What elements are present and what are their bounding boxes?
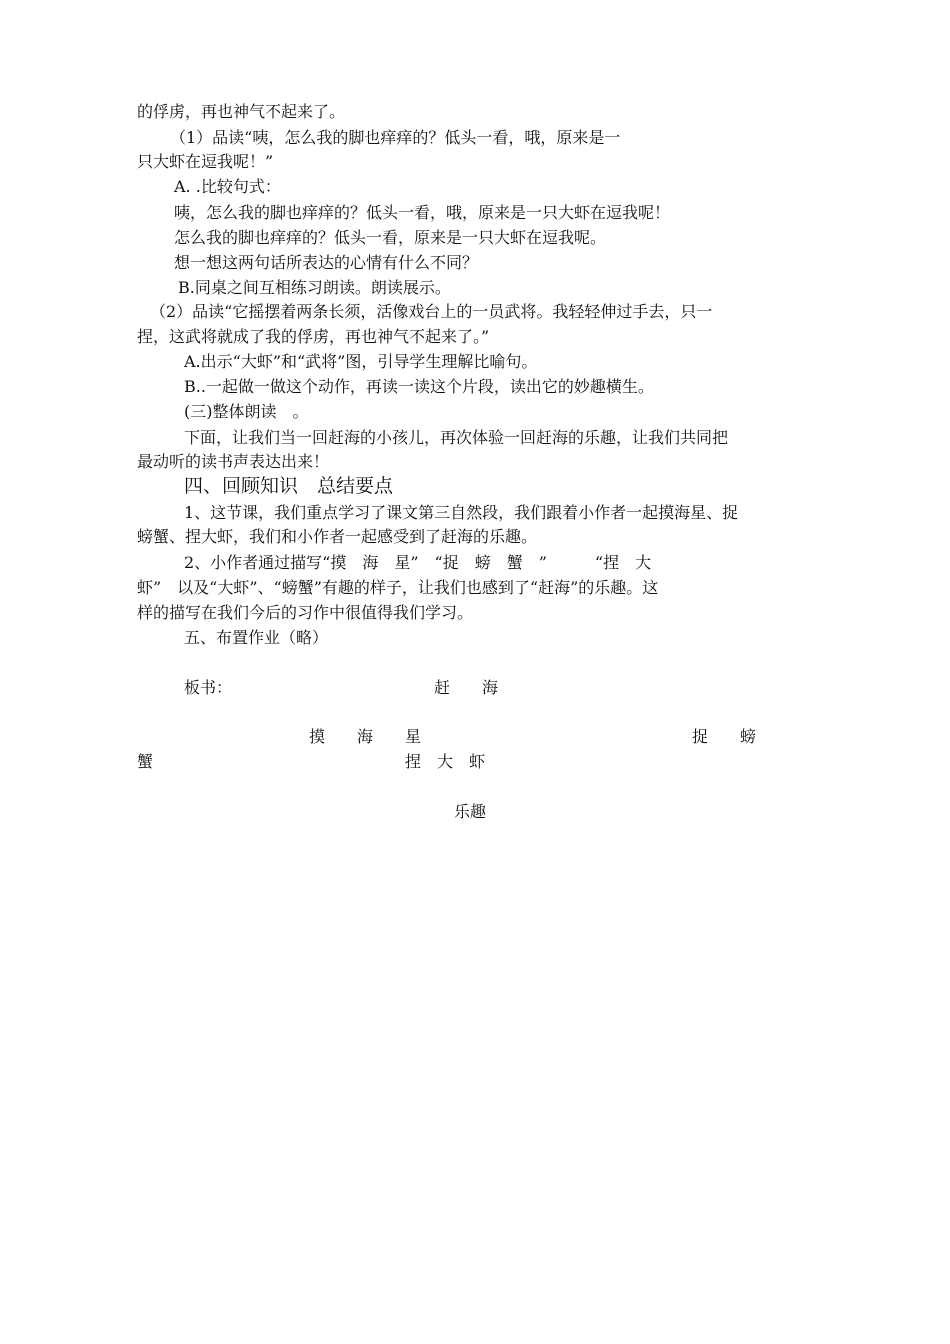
board-item: 捉 螃 xyxy=(692,727,757,746)
text-line: 咦，怎么我的脚也痒痒的？低头一看，哦，原来是一只大虾在逗我呢！ xyxy=(174,203,671,222)
text-line: A. .比较句式： xyxy=(174,177,281,196)
text-line: A.出示“大虾”和“武将”图，引导学生理解比喻句。 xyxy=(184,352,538,371)
board-item: 捏 大 虾 xyxy=(405,752,486,771)
section-heading: 四、回顾知识 总结要点 xyxy=(184,475,394,497)
board-title: 赶 海 xyxy=(434,678,499,697)
text-line: 捏，这武将就成了我的俘虏，再也神气不起来了。” xyxy=(137,327,490,346)
text-line: 2、小作者通过描写“摸 海 星” “捉 螃 蟹 ” “捏 大 xyxy=(184,553,652,572)
text-line: 的俘虏，再也神气不起来了。 xyxy=(137,102,346,121)
text-line: 1、这节课，我们重点学习了课文第三自然段，我们跟着小作者一起摸海星、捉 xyxy=(184,503,739,522)
text-line: B..一起做一做这个动作，再读一读这个片段，读出它的妙趣横生。 xyxy=(184,377,654,396)
board-item: 蟹 xyxy=(137,752,154,771)
text-line: B.同桌之间互相练习朗读。朗读展示。 xyxy=(178,278,451,297)
text-line: 想一想这两句话所表达的心情有什么不同？ xyxy=(174,253,479,272)
text-line: 怎么我的脚也痒痒的？低头一看，原来是一只大虾在逗我呢。 xyxy=(174,228,607,247)
text-line: 螃蟹、捏大虾，我们和小作者一起感受到了赶海的乐趣。 xyxy=(137,527,538,546)
board-item: 摸 海 星 xyxy=(309,727,422,746)
text-line: （1）品读“咦，怎么我的脚也痒痒的？低头一看，哦，原来是一 xyxy=(170,128,621,147)
text-line: 只大虾在逗我呢！” xyxy=(137,152,274,171)
text-line: 样的描写在我们今后的习作中很值得我们学习。 xyxy=(137,603,474,622)
text-line: 最动听的读书声表达出来！ xyxy=(137,452,330,471)
text-line: （2）品读“它摇摆着两条长须，活像戏台上的一员武将。我轻轻伸过手去，只一 xyxy=(150,302,713,321)
board-bottom: 乐趣 xyxy=(454,802,487,821)
text-line: 下面，让我们当一回赶海的小孩儿，再次体验一回赶海的乐趣，让我们共同把 xyxy=(184,428,729,447)
text-line: (三)整体朗读 。 xyxy=(184,402,309,421)
board-label: 板书： xyxy=(184,678,233,697)
section-heading: 五、布置作业（略） xyxy=(184,628,329,647)
text-line: 虾” 以及“大虾”、“螃蟹”有趣的样子，让我们也感到了“赶海”的乐趣。这 xyxy=(137,578,659,597)
